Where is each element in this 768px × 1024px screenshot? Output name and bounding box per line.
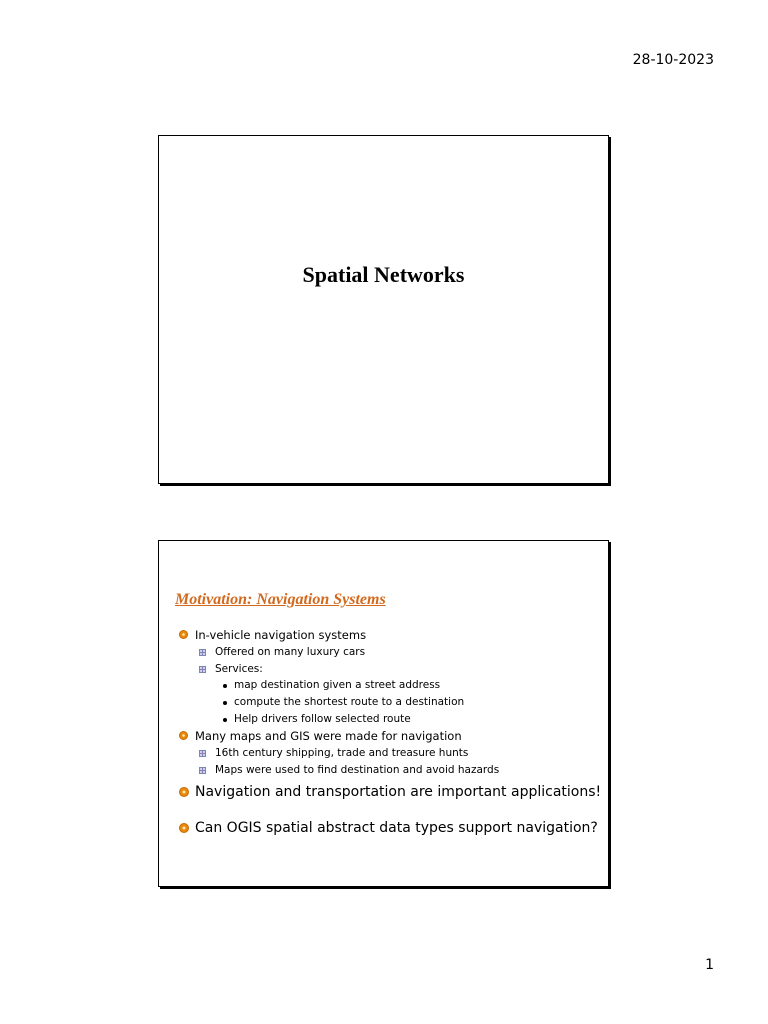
- list-item: [179, 745, 598, 762]
- list-item: [179, 677, 598, 694]
- list-item-text: Navigation and transportation are important applications!: [195, 784, 602, 800]
- list-item-text: In-vehicle navigation systems: [195, 628, 367, 642]
- list-item-text: Maps were used to find destination and avoid hazards: [215, 763, 500, 776]
- list-item-text: Many maps and GIS were made for navigation: [195, 729, 462, 743]
- list-item: [179, 762, 598, 779]
- bullet-list: [179, 627, 602, 838]
- list-item-text: compute the shortest route to a destination: [234, 696, 465, 708]
- slide-title: Spatial Networks: [302, 262, 465, 287]
- list-item: [179, 728, 598, 745]
- square-bullet-icon: [199, 649, 206, 656]
- dot-bullet-icon: [223, 701, 227, 705]
- slide-2: [158, 540, 609, 887]
- list-item-text: map destination given a street address: [234, 679, 441, 691]
- slide-heading: Motivation: Navigation Systems: [175, 591, 386, 608]
- page-number: 1: [705, 957, 714, 973]
- square-bullet-icon: [199, 750, 206, 757]
- orange-circle-bullet-icon: [179, 787, 189, 797]
- list-item: [179, 661, 598, 678]
- list-item-text: Help drivers follow selected route: [234, 713, 411, 725]
- dot-bullet-icon: [223, 718, 227, 722]
- square-bullet-icon: [199, 666, 206, 673]
- slide-1: [158, 135, 609, 484]
- list-item-text: Can OGIS spatial abstract data types support navigation?: [195, 820, 598, 836]
- list-item: [179, 818, 598, 838]
- list-item: [179, 711, 598, 728]
- list-item-text: Services:: [215, 662, 263, 675]
- page-date: 28-10-2023: [632, 52, 714, 68]
- list-item: [179, 644, 598, 661]
- list-item: [179, 782, 602, 802]
- square-bullet-icon: [199, 767, 206, 774]
- list-item: [179, 627, 598, 644]
- list-item-text: Offered on many luxury cars: [215, 646, 366, 658]
- list-item: [179, 694, 598, 711]
- orange-circle-bullet-icon: [179, 731, 188, 740]
- list-item-text: 16th century shipping, trade and treasure hunts: [215, 747, 469, 759]
- dot-bullet-icon: [223, 684, 227, 688]
- orange-circle-bullet-icon: [179, 630, 188, 639]
- orange-circle-bullet-icon: [179, 823, 189, 833]
